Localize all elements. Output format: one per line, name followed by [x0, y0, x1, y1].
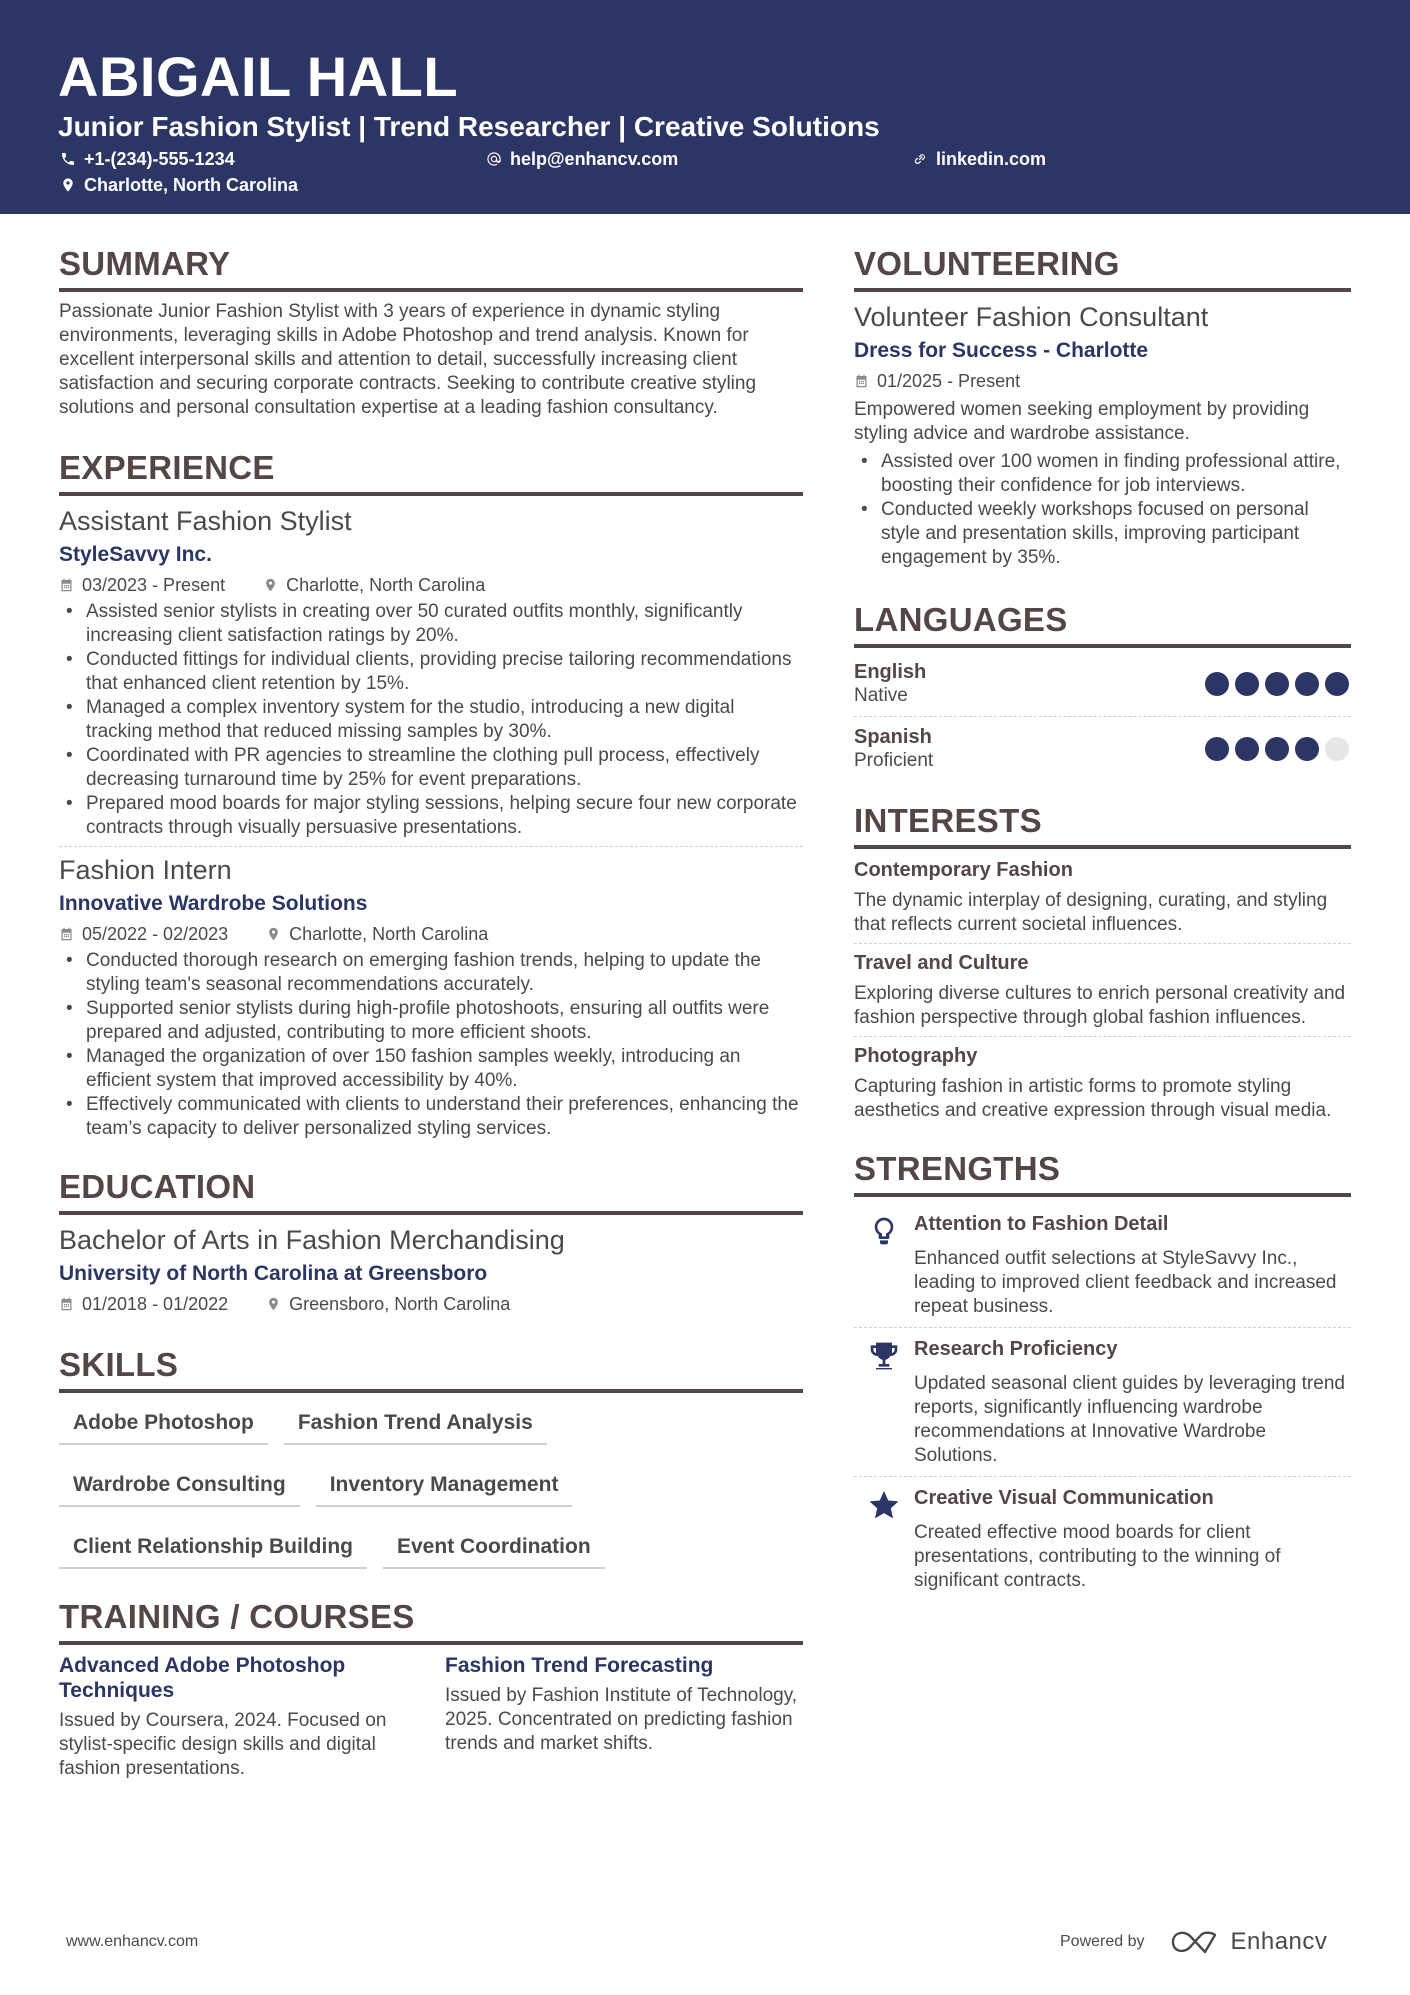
job-dates: 05/2022 - 02/2023: [82, 924, 229, 944]
section-divider: [854, 644, 1351, 648]
course-desc: Issued by Fashion Institute of Technology, 2025. Concentrated on predicting fashion trends and market shifts.: [445, 1685, 798, 1754]
brand-logo[interactable]: [1171, 1928, 1328, 1956]
interest-item: [854, 857, 1351, 937]
bullet-item: • Conducted weekly workshops focused on personal style and presentation skills, improving participant engagement by 35%.: [854, 498, 1351, 570]
left-column: [59, 244, 803, 1781]
experience-item: [59, 853, 803, 1141]
job-dates: 03/2023 - Present: [82, 575, 226, 595]
education-location: Greensboro, North Carolina: [289, 1294, 511, 1314]
job-bullets: [59, 600, 803, 840]
calendar-icon: [59, 577, 74, 593]
language-level: Native: [854, 685, 908, 706]
section-title: SUMMARY: [59, 245, 231, 282]
interest-desc: The dynamic interplay of designing, curating, and styling that reflects current societal influences.: [854, 890, 1328, 935]
company-name: Innovative Wardrobe Solutions: [59, 892, 368, 915]
interest-title: Travel and Culture: [854, 952, 1029, 974]
language-rating: [1205, 672, 1349, 696]
section-divider: [59, 288, 803, 292]
volunteer-org: Dress for Success - Charlotte: [854, 339, 1149, 362]
item-divider: [854, 1036, 1351, 1037]
item-divider: [854, 716, 1351, 717]
bullet-item: • Managed a complex inventory system for the studio, introducing a new digital tracking method that reduced missing samples by 30%.: [59, 696, 803, 744]
rating-dot-filled: [1205, 672, 1229, 696]
course-title: Fashion Trend Forecasting: [445, 1654, 714, 1677]
interest-title: Photography: [854, 1045, 978, 1067]
experience-item: [59, 504, 803, 840]
job-meta: [59, 921, 803, 947]
skills-list: [59, 1401, 803, 1587]
strength-desc: Enhanced outfit selections at StyleSavvy Inc., leading to improved client feedback and increased repeat business.: [914, 1248, 1337, 1317]
volunteer-meta: [854, 368, 1351, 394]
interests-section: [854, 801, 1351, 1123]
item-divider: [854, 1327, 1351, 1328]
contact-email[interactable]: [486, 148, 678, 170]
section-divider: [59, 1641, 803, 1645]
skill-tag: Wardrobe Consulting: [59, 1463, 300, 1507]
education-meta: [59, 1291, 803, 1317]
skill-tag: Fashion Trend Analysis: [284, 1401, 547, 1445]
location-pin-icon: [266, 926, 281, 942]
skill-tag: Adobe Photoshop: [59, 1401, 268, 1445]
interest-desc: Capturing fashion in artistic forms to promote styling aesthetics and creative expression through visual media.: [854, 1076, 1332, 1121]
section-divider: [59, 1211, 803, 1215]
language-name: English: [854, 661, 927, 683]
course-desc: Issued by Coursera, 2024. Focused on stylist-specific design skills and digital fashion presentations.: [59, 1710, 387, 1779]
language-item: [854, 721, 1351, 777]
bullet-item: • Coordinated with PR agencies to streamline the clothing pull process, effectively decreasing turnaround time by 25% for event preparations.: [59, 744, 803, 792]
job-location: Charlotte, North Carolina: [286, 575, 486, 595]
strength-title: Creative Visual Communication: [914, 1487, 1214, 1509]
resume-header: [0, 0, 1410, 214]
location-pin-icon: [60, 177, 76, 193]
calendar-icon: [59, 1296, 74, 1312]
language-item: [854, 656, 1351, 712]
linkedin-text: linkedin.com: [936, 149, 1047, 169]
bullet-item: • Prepared mood boards for major styling sessions, helping secure four new corporate contracts through visually persuasive presentations.: [59, 792, 803, 840]
lightbulb-icon: [868, 1215, 900, 1247]
location-text: Charlotte, North Carolina: [84, 175, 299, 195]
skill-tag: Event Coordination: [383, 1525, 605, 1569]
education-dates: 01/2018 - 01/2022: [82, 1294, 229, 1314]
rating-dot-filled: [1235, 672, 1259, 696]
language-rating: [1205, 737, 1349, 761]
volunteer-dates: 01/2025 - Present: [877, 371, 1021, 391]
location-pin-icon: [263, 577, 278, 593]
languages-section: [854, 600, 1351, 777]
summary-section: [59, 244, 803, 420]
training-section: [59, 1597, 803, 1781]
location-pin-icon: [266, 1296, 281, 1312]
bullet-item: • Effectively communicated with clients to understand their preferences, enhancing the team’s capacity to deliver personalized styling services.: [59, 1093, 803, 1141]
trophy-icon: [868, 1340, 900, 1372]
link-icon: [912, 151, 928, 167]
section-divider: [854, 1193, 1351, 1197]
course-item: [59, 1653, 417, 1781]
contact-phone[interactable]: [60, 148, 235, 170]
rating-dot-filled: [1265, 672, 1289, 696]
bullet-item: • Supported senior stylists during high-profile photoshoots, ensuring all outfits were prepared and adjusted, contributing to more efficient shoots.: [59, 997, 803, 1045]
contact-linkedin[interactable]: [912, 148, 1046, 170]
item-divider: [854, 1476, 1351, 1477]
rating-dot-filled: [1265, 737, 1289, 761]
job-role: Assistant Fashion Stylist: [59, 506, 352, 536]
education-section: [59, 1167, 803, 1317]
job-role: Fashion Intern: [59, 855, 232, 885]
strength-item: [854, 1330, 1351, 1474]
brand-name: Enhancv: [1230, 1928, 1328, 1955]
degree: Bachelor of Arts in Fashion Merchandising: [59, 1225, 565, 1255]
bullet-item: • Assisted over 100 women in finding professional attire, boosting their confidence for job interviews.: [854, 450, 1351, 498]
job-bullets: [59, 949, 803, 1141]
section-title: LANGUAGES: [854, 601, 1068, 638]
phone-icon: [60, 151, 76, 167]
job-location: Charlotte, North Carolina: [289, 924, 489, 944]
course-title: Advanced Adobe Photoshop Techniques: [59, 1654, 346, 1702]
section-title: INTERESTS: [854, 802, 1042, 839]
strength-title: Research Proficiency: [914, 1338, 1118, 1360]
candidate-name: ABIGAIL HALL: [58, 45, 459, 108]
calendar-icon: [854, 373, 869, 389]
skill-tag: Inventory Management: [316, 1463, 573, 1507]
volunteer-role: Volunteer Fashion Consultant: [854, 302, 1209, 332]
strength-item: [854, 1479, 1351, 1599]
rating-dot-filled: [1295, 737, 1319, 761]
volunteer-desc: Empowered women seeking employment by providing styling advice and wardrobe assistance.: [854, 399, 1310, 444]
interest-item: [854, 950, 1351, 1030]
powered-by-label: Powered by: [1060, 1933, 1145, 1950]
language-level: Proficient: [854, 750, 934, 771]
bullet-item: • Conducted fittings for individual clients, providing precise tailoring recommendations that enhanced client retention by 15%.: [59, 648, 803, 696]
section-divider: [854, 288, 1351, 292]
rating-dot-filled: [1205, 737, 1229, 761]
volunteer-bullets: [854, 450, 1351, 570]
contact-location: [60, 174, 298, 196]
experience-section: [59, 448, 803, 1141]
skill-tag: Client Relationship Building: [59, 1525, 367, 1569]
section-title: VOLUNTEERING: [854, 245, 1120, 282]
interest-desc: Exploring diverse cultures to enrich personal creativity and fashion perspective through global fashion influences.: [854, 983, 1346, 1028]
section-divider: [59, 492, 803, 496]
section-title: STRENGTHS: [854, 1150, 1061, 1187]
rating-dot-filled: [1235, 737, 1259, 761]
company-name: StyleSavvy Inc.: [59, 543, 212, 566]
course-item: [445, 1653, 803, 1781]
bullet-item: • Assisted senior stylists in creating over 50 curated outfits monthly, significantly increasing client satisfaction ratings by 20%.: [59, 600, 803, 648]
section-divider: [854, 845, 1351, 849]
school-name: University of North Carolina at Greensboro: [59, 1262, 488, 1285]
interest-title: Contemporary Fashion: [854, 859, 1073, 881]
rating-dot-filled: [1295, 672, 1319, 696]
right-column: [854, 244, 1351, 1599]
email-text: help@enhancv.com: [510, 149, 679, 169]
strength-title: Attention to Fashion Detail: [914, 1213, 1169, 1235]
strength-desc: Created effective mood boards for client presentations, contributing to the winning of significant contracts.: [914, 1522, 1281, 1591]
enhancv-logo-icon: [1171, 1929, 1219, 1955]
footer-branding: [1060, 1928, 1327, 1956]
section-title: SKILLS: [59, 1346, 179, 1383]
rating-dot-empty: [1325, 737, 1349, 761]
candidate-title: Junior Fashion Stylist | Trend Researcher | Creative Solutions: [58, 111, 880, 142]
section-title: EXPERIENCE: [59, 449, 275, 486]
item-divider: [854, 943, 1351, 944]
footer-website-link[interactable]: www.enhancv.com: [66, 1933, 199, 1950]
strengths-section: [854, 1149, 1351, 1599]
bullet-item: • Managed the organization of over 150 fashion samples weekly, introducing an efficient system that improved accessibility by 40%.: [59, 1045, 803, 1093]
rating-dot-filled: [1325, 672, 1349, 696]
star-icon: [868, 1489, 900, 1521]
courses-list: [59, 1653, 803, 1781]
section-divider: [59, 1389, 803, 1393]
skills-section: [59, 1345, 803, 1587]
strength-desc: Updated seasonal client guides by leveraging trend reports, significantly influencing wardrobe recommendations at Innovative Wardrobe Solutions.: [914, 1373, 1345, 1466]
bullet-item: • Conducted thorough research on emerging fashion trends, helping to update the styling team's seasonal recommendations accurately.: [59, 949, 803, 997]
section-title: EDUCATION: [59, 1168, 256, 1205]
at-icon: [486, 151, 502, 167]
summary-text: Passionate Junior Fashion Stylist with 3 years of experience in dynamic styling environments, leveraging skills in Adobe Photoshop and trend analysis. Known for excellent interpersonal skills and attention to detail, successfully increasing client satisfaction and securing corporate contracts. Seeking to contribute creative styling solutions and personal consultation expertise at a leading fashion consultancy.: [59, 301, 757, 418]
interest-item: [854, 1043, 1351, 1123]
strength-item: [854, 1205, 1351, 1325]
volunteering-section: [854, 244, 1351, 570]
language-name: Spanish: [854, 726, 932, 748]
section-title: TRAINING / COURSES: [59, 1598, 415, 1635]
job-meta: [59, 572, 803, 598]
phone-text: +1-(234)-555-1234: [84, 149, 235, 169]
calendar-icon: [59, 926, 74, 942]
item-divider: [59, 846, 803, 847]
